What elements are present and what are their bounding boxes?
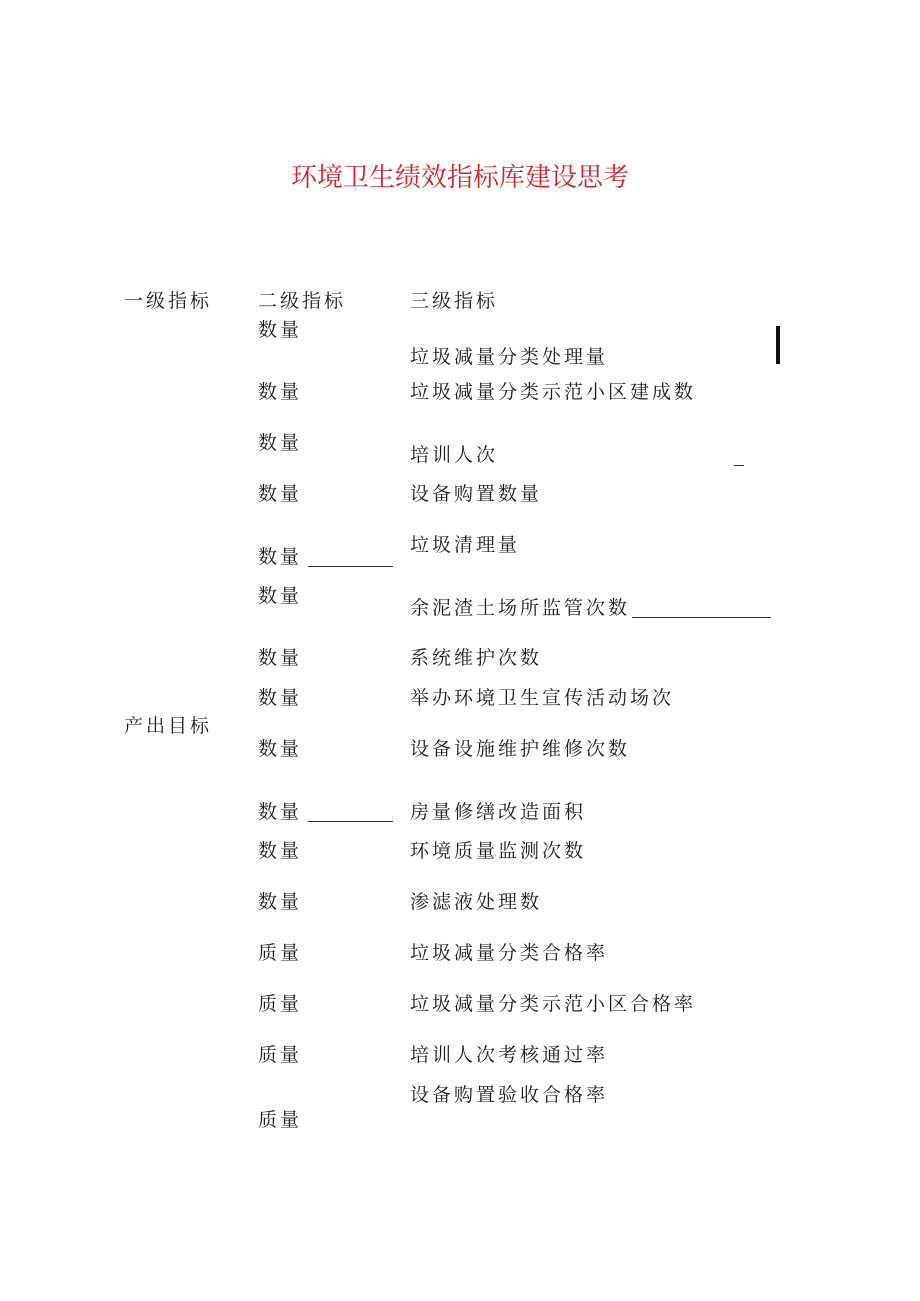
row-11-level3: 渗滤液处理数 [410, 891, 543, 913]
row-8-level3: 设备设施维护维修次数 [410, 738, 631, 760]
underline-rule [632, 617, 771, 618]
row-8-level2: 数量 [258, 738, 303, 760]
row-4-level3: 垃圾清理量 [410, 534, 521, 556]
row-12-level2: 质量 [258, 942, 303, 964]
row-11-level2: 数量 [258, 891, 303, 913]
row-10-level2: 数量 [258, 840, 303, 862]
underline-rule [308, 566, 393, 567]
dash-mark [734, 465, 744, 466]
row-13-level3: 垃圾减量分类示范小区合格率 [410, 993, 697, 1015]
row-7-level3: 举办环境卫生宣传活动场次 [410, 687, 675, 709]
row-3-level2: 数量 [258, 483, 303, 505]
row-6-level3: 系统维护次数 [410, 647, 543, 669]
row-9-level3: 房量修缮改造面积 [410, 801, 587, 823]
row-5-level3: 余泥渣土场所监管次数 [410, 597, 631, 619]
document-title: 环境卫生绩效指标库建设思考 [290, 163, 629, 193]
row-15-level3: 设备购置验收合格率 [410, 1084, 609, 1106]
row-9-level2: 数量 [258, 801, 303, 823]
header-level3: 三级指标 [410, 290, 499, 312]
row-5-level2: 数量 [258, 585, 303, 607]
row-14-level2: 质量 [258, 1044, 303, 1066]
row-3-level3: 设备购置数量 [410, 483, 543, 505]
row-1-level3: 垃圾减量分类示范小区建成数 [410, 381, 697, 403]
row-4-level2: 数量 [258, 546, 303, 568]
row-2-level3: 培训人次 [410, 444, 499, 466]
underline-rule [308, 821, 393, 822]
header-level1: 一级指标 [124, 290, 213, 312]
row-10-level3: 环境质量监测次数 [410, 840, 587, 862]
row-12-level3: 垃圾减量分类合格率 [410, 942, 609, 964]
row-1-level2: 数量 [258, 381, 303, 403]
header-level2: 二级指标 [258, 290, 347, 312]
row-2-level2: 数量 [258, 432, 303, 454]
row-0-level3: 垃圾减量分类处理量 [410, 346, 609, 368]
row-7-level2: 数量 [258, 687, 303, 709]
row-6-level2: 数量 [258, 647, 303, 669]
row-15-level2: 质量 [258, 1109, 303, 1131]
row-14-level3: 培训人次考核通过率 [410, 1044, 609, 1066]
row-13-level2: 质量 [258, 993, 303, 1015]
level1-value: 产出目标 [124, 715, 213, 737]
vertical-bar-mark [776, 326, 780, 364]
row-0-level2: 数量 [258, 319, 303, 341]
